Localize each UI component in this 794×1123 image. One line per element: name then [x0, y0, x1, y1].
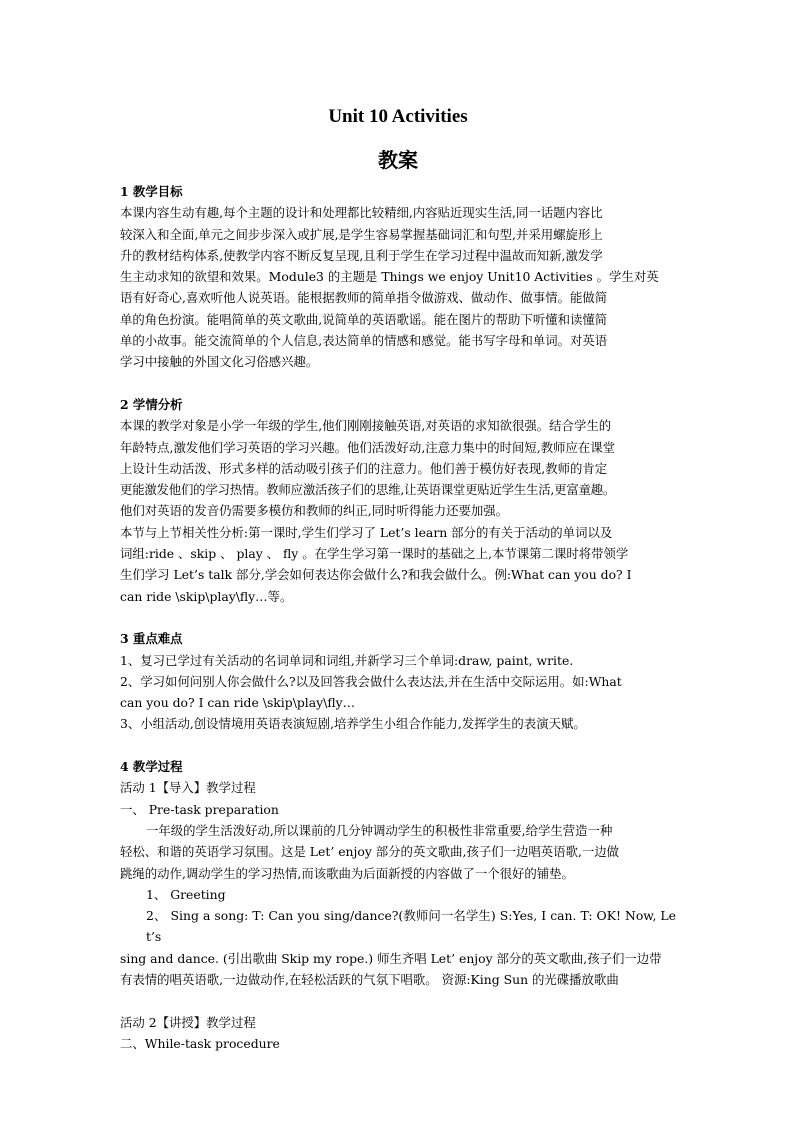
section-heading-objectives: 1 教学目标 [120, 184, 183, 199]
paragraph-line: 1、复习已学过有关活动的名词单词和词组,并新学习三个单词:draw, paint, write. [120, 652, 574, 668]
paragraph-line: 语有好奇心,喜欢听他人说英语。能根据教师的简单指令做游戏、做动作、做事情。能做简 [120, 290, 608, 306]
paragraph-line: 3、小组活动,创设情境用英语表演短剧,培养学生小组合作能力,发挥学生的表演天赋。 [120, 716, 586, 732]
document-subtitle: 教案 [378, 148, 418, 172]
paragraph-line: 一年级的学生活泼好动,所以课前的几分钟调动学生的积极性非常重要,给学生营造一种 [146, 822, 613, 838]
section-heading-process: 4 教学过程 [120, 759, 183, 775]
paragraph-line: 学习中接触的外国文化习俗感兴趣。 [120, 354, 319, 370]
paragraph-line: 单的角色扮演。能唱简单的英文歌曲,说简单的英语歌谣。能在图片的帮助下听懂和读懂简 [120, 311, 608, 327]
paragraph-line: 本课的教学对象是小学一年级的学生,他们刚刚接触英语,对英语的求知欲很强。结合学生的 [120, 418, 612, 434]
section-heading-analysis: 2 学情分析 [120, 396, 183, 412]
paragraph-line: 年龄特点,激发他们学习英语的学习兴趣。他们活泼好动,注意力集中的时间短,教师应在课堂 [120, 439, 616, 455]
paragraph-line: 更能激发他们的学习热情。教师应激活孩子们的思维,让英语课堂更贴近学生生活,更富童趣。 [120, 482, 616, 498]
activity-label: 活动 1【导入】教学过程 [120, 780, 256, 796]
paragraph-line: 2、学习如何问别人你会做什么?以及回答我会做什么表达法,并在生活中交际运用。如:What [120, 673, 622, 689]
paragraph-line: 轻松、和谐的英语学习氛围。这是 Let’ enjoy 部分的英文歌曲,孩子们一边唱英语歌,一边做 [120, 844, 620, 860]
section-heading-key-points: 3 重点难点 [120, 631, 183, 647]
paragraph-line: 本课内容生动有趣,每个主题的设计和处理都比较精细,内容贴近现实生活,同一话题内容比 [120, 205, 603, 221]
paragraph-line: 有表情的唱英语歌,一边做动作,在轻松活跃的气氛下唱歌。 资源:King Sun 的光碟播放歌曲 [120, 971, 619, 987]
paragraph-line: 他们对英语的发音仍需要多模仿和教师的纠正,同时听得能力还要加强。 [120, 503, 509, 519]
step-heading: 一、 Pre-task preparation [120, 801, 279, 817]
paragraph-line: 较深入和全面,单元之间步步深入或扩展,是学生容易掌握基础词汇和句型,并采用螺旋形上 [120, 226, 603, 242]
paragraph-line: 上设计生动活泼、形式多样的活动吸引孩子们的注意力。他们善于模仿好表现,教师的肯定 [120, 460, 608, 476]
document-title: Unit 10 Activities [328, 106, 468, 127]
paragraph-line: can ride \skip\play\fly…等。 [120, 588, 293, 604]
paragraph-line: 单的小故事。能交流简单的个人信息,表达简单的情感和感觉。能书写字母和单词。对英语 [120, 333, 608, 349]
paragraph-line: 本节与上节相关性分析:第一课时,学生们学习了 Let’s learn 部分的有关于活动的单词以及 [120, 524, 613, 540]
paragraph-line: 升的教材结构体系,使教学内容不断反复呈现,且利于学生在学习过程中温故而知新,激发学 [120, 247, 603, 263]
list-item: 2、 Sing a song: T: Can you sing/dance?(教师问一名学生) S:Yes, I can. T: OK! Now, Let’s [146, 908, 676, 945]
paragraph-line: can you do? I can ride \skip\play\fly… [120, 695, 355, 711]
paragraph-line: 跳绳的动作,调动学生的学习热情,而该歌曲为后面新授的内容做了一个很好的铺垫。 [120, 865, 574, 881]
activity-label: 活动 2【讲授】教学过程 [120, 1014, 256, 1030]
paragraph-line: 词组:ride 、skip 、 play 、 fly 。在学生学习第一课时的基础之上,本节课第二课时将带领学 [120, 546, 629, 562]
document-body [120, 181, 676, 1054]
paragraph-line: 生们学习 Let’s talk 部分,学会如何表达你会做什么?和我会做什么。例:What can you do? I [120, 567, 632, 583]
step-heading: 二、While-task procedure [120, 1035, 280, 1051]
paragraph-line: 生主动求知的欲望和效果。Module3 的主题是 Things we enjoy Unit10 Activities 。学生对英 [120, 269, 659, 285]
list-item: 1、 Greeting [146, 886, 226, 902]
paragraph-line: sing and dance. (引出歌曲 Skip my rope.) 师生齐唱 Let’ enjoy 部分的英文歌曲,孩子们一边带 [120, 950, 662, 966]
